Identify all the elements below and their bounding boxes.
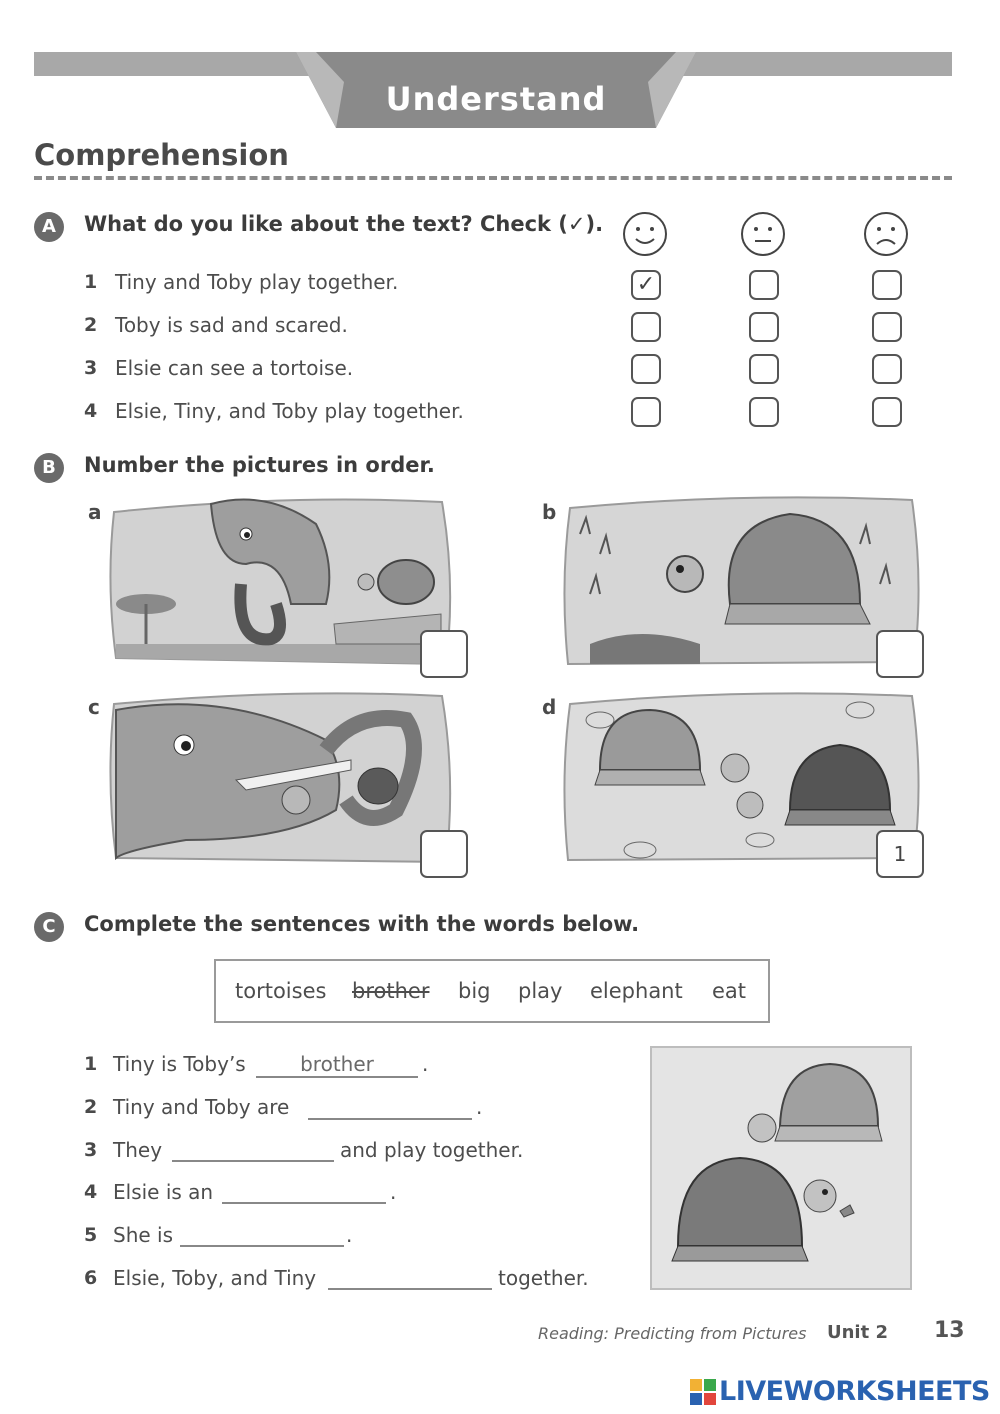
checkbox-sad[interactable] — [872, 397, 902, 427]
checkbox-sad[interactable] — [872, 312, 902, 342]
item-number: 2 — [84, 314, 98, 336]
sentence-before: She is — [113, 1223, 174, 1247]
sentence-before: They — [113, 1138, 163, 1162]
answer-blank[interactable] — [308, 1092, 472, 1120]
answer-blank[interactable] — [172, 1134, 334, 1162]
checkbox-happy[interactable] — [631, 312, 661, 342]
picture-letter: a — [88, 500, 102, 524]
neutral-face-icon — [740, 211, 786, 257]
banner-title: Understand — [385, 80, 607, 118]
order-box-b[interactable] — [876, 630, 924, 678]
sentence-number: 6 — [84, 1267, 98, 1289]
item-number: 3 — [84, 357, 98, 379]
answer-blank[interactable] — [328, 1262, 492, 1290]
picture-letter: d — [542, 695, 557, 719]
footer-unit: Unit 2 — [827, 1322, 888, 1343]
checkbox-neutral[interactable] — [749, 312, 779, 342]
sentence-number: 2 — [84, 1096, 98, 1118]
sentence-number: 1 — [84, 1053, 98, 1075]
checkbox-happy[interactable] — [631, 354, 661, 384]
picture-d-two-tortoises — [560, 690, 924, 866]
sentence-number: 5 — [84, 1224, 98, 1246]
page-number: 13 — [934, 1318, 965, 1343]
happy-face-icon — [622, 211, 668, 257]
answer-blank[interactable] — [180, 1219, 344, 1247]
footer-skill: Reading: Predicting from Pictures — [538, 1324, 807, 1343]
sentence-number: 4 — [84, 1181, 98, 1203]
order-box-d[interactable]: 1 — [876, 830, 924, 878]
sentence-before: Elsie is an — [113, 1180, 214, 1204]
picture-letter: b — [542, 500, 557, 524]
item-text: Tiny and Toby play together. — [115, 270, 399, 294]
checkbox-neutral[interactable] — [749, 270, 779, 300]
sentence-after: . — [476, 1095, 483, 1119]
picture-letter: c — [88, 695, 100, 719]
order-box-a[interactable] — [420, 630, 468, 678]
sentence-after: . — [422, 1052, 429, 1076]
section-c-badge: C — [34, 912, 64, 942]
word-bank-item: play — [518, 979, 563, 1003]
item-number: 4 — [84, 400, 98, 422]
section-a-instruction: What do you like about the text? Check (✓). — [84, 212, 604, 236]
sentence-before: Elsie, Toby, and Tiny — [113, 1266, 317, 1290]
checkbox-sad[interactable] — [872, 354, 902, 384]
sentence-number: 3 — [84, 1139, 98, 1161]
picture-b-tortoise-in-grass — [560, 494, 924, 670]
section-b-badge: B — [34, 453, 64, 483]
item-text: Toby is sad and scared. — [115, 313, 348, 337]
brand-name: LIVEWORKSHEETS — [719, 1376, 990, 1407]
answer-blank[interactable] — [222, 1176, 386, 1204]
section-b-instruction: Number the pictures in order. — [84, 453, 435, 477]
word-bank-item-used: brother — [352, 979, 430, 1003]
item-text: Elsie, Tiny, and Toby play together. — [115, 399, 464, 423]
word-bank-item: tortoises — [235, 979, 327, 1003]
sentence-after: together. — [498, 1266, 589, 1290]
checkbox-neutral[interactable] — [749, 354, 779, 384]
sentence-after: . — [346, 1223, 353, 1247]
sad-face-icon — [863, 211, 909, 257]
picture-a-elephant-tortoise — [106, 494, 456, 670]
order-box-c[interactable] — [420, 830, 468, 878]
sentence-after: . — [390, 1180, 397, 1204]
item-text: Elsie can see a tortoise. — [115, 356, 354, 380]
checkbox-happy[interactable] — [631, 397, 661, 427]
sentence-before: Tiny is Toby’s — [113, 1052, 246, 1076]
word-bank-item: big — [458, 979, 491, 1003]
section-title: Comprehension — [34, 138, 289, 172]
word-bank-item: eat — [712, 979, 747, 1003]
section-divider — [34, 176, 952, 180]
answer-blank[interactable]: brother — [256, 1050, 418, 1078]
checkbox-sad[interactable] — [872, 270, 902, 300]
section-c-instruction: Complete the sentences with the words below. — [84, 912, 640, 936]
section-a-badge: A — [34, 212, 64, 242]
checkbox-happy[interactable]: ✓ — [631, 270, 661, 300]
sentence-before: Tiny and Toby are — [113, 1095, 290, 1119]
tortoises-illustration — [650, 1046, 912, 1290]
liveworksheets-grid-icon — [690, 1379, 716, 1405]
picture-c-elephant-lifting-tortoise — [106, 690, 456, 866]
liveworksheets-logo — [690, 1376, 990, 1407]
word-bank-item: elephant — [590, 979, 683, 1003]
checkbox-neutral[interactable] — [749, 397, 779, 427]
item-number: 1 — [84, 271, 98, 293]
sentence-after: and play together. — [340, 1138, 524, 1162]
